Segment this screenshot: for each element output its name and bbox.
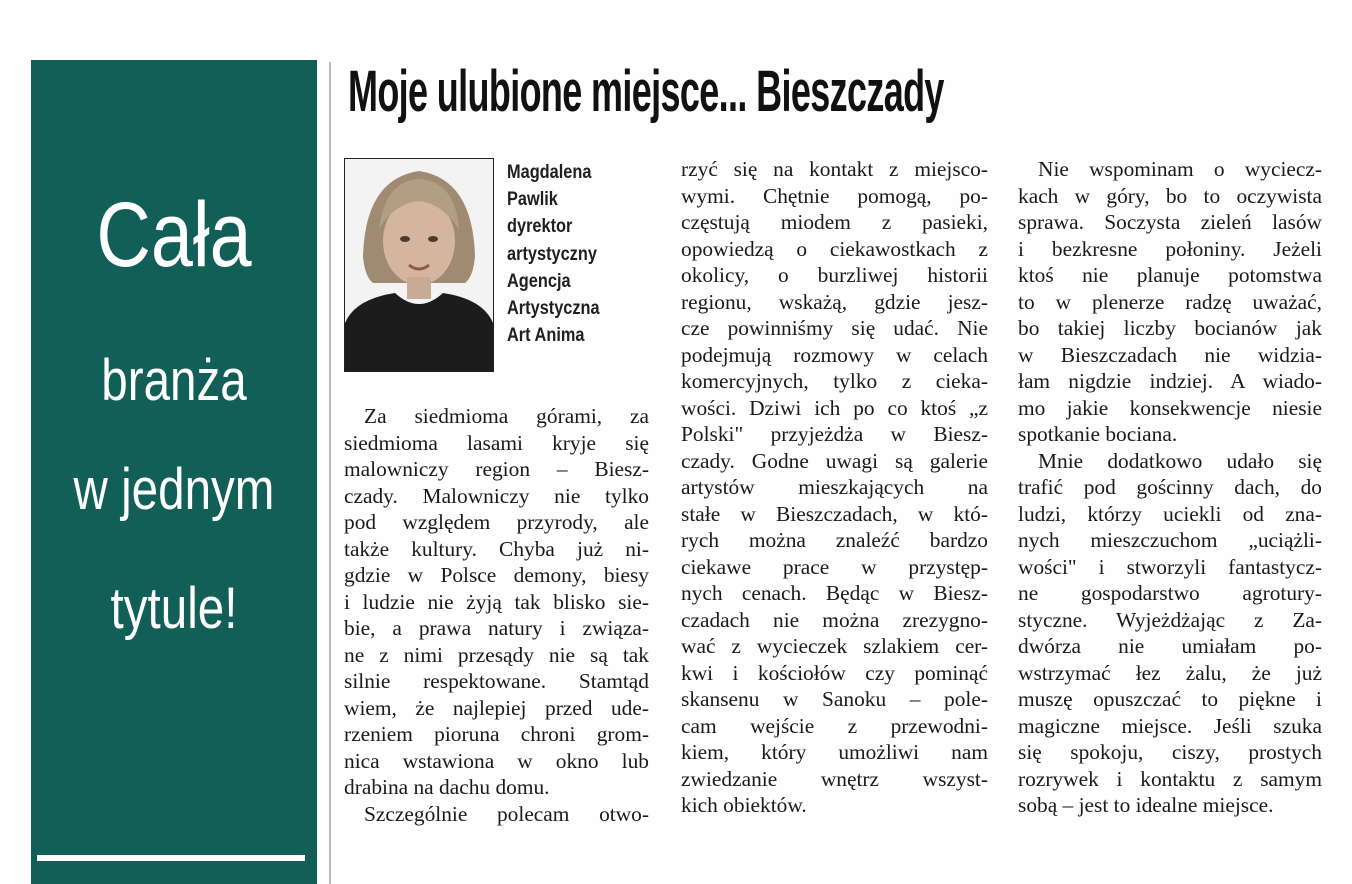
text-line: wości" i stworzyli fantastycz- bbox=[1018, 554, 1322, 579]
text-line: czady. Godne uwagi są galerie bbox=[681, 448, 988, 473]
text-line: czadach nie można zrezygno- bbox=[681, 607, 988, 632]
text-line: ne gospodarstwo agrotury- bbox=[1018, 581, 1322, 605]
text-line: i bezkresne połoniny. Jeżeli bbox=[1018, 236, 1322, 261]
article-column-3 bbox=[1018, 156, 1322, 819]
text-line: się spokoju, ciszy, prostych bbox=[1018, 740, 1322, 764]
text-line: rozrywek i kontaktu z samym bbox=[1018, 766, 1322, 791]
text-line: czady. Malowniczy nie tylko bbox=[344, 483, 649, 508]
text-line: artystów mieszkających na bbox=[681, 475, 988, 499]
byline-line: artystyczny bbox=[507, 243, 597, 265]
text-line: wości. Dziwi ich po co ktoś „z bbox=[681, 395, 988, 420]
article-column-1 bbox=[344, 403, 649, 827]
text-line: także kultury. Chyba już ni- bbox=[344, 536, 649, 561]
text-line: Polski" przyjeżdża w Biesz- bbox=[681, 422, 988, 446]
text-line: nych mieszczuchom „uciążli- bbox=[1018, 528, 1322, 552]
text-line: regionu, wskażą, gdzie jesz- bbox=[681, 289, 988, 314]
text-line: bo takiej liczby bocianów jak bbox=[1018, 316, 1322, 340]
text-line: wać z wycieczek szlakiem cer- bbox=[681, 634, 988, 658]
text-line: Za siedmioma górami, za bbox=[364, 404, 649, 428]
text-line: drabina na dachu domu. bbox=[344, 775, 550, 799]
text-line: kiem, który umożliwi nam bbox=[681, 740, 988, 764]
text-line: ciekawe prace w przystęp- bbox=[681, 554, 988, 579]
text-line: ktoś nie planuje potomstwa bbox=[1018, 263, 1322, 287]
text-line: kich obiektów. bbox=[681, 793, 807, 817]
article-title: Moje ulubione miejsce... Bieszczady bbox=[348, 59, 944, 124]
article-column-2 bbox=[681, 156, 988, 819]
text-line: Szczególnie polecam otwo- bbox=[364, 801, 649, 826]
sidebar-divider bbox=[37, 855, 305, 861]
text-line: styczne. Wyjeżdżając z Za- bbox=[1018, 607, 1322, 632]
text-line: opowiedzą o ciekawostkach z bbox=[681, 236, 988, 261]
text-line: w Bieszczadach nie widzia- bbox=[1018, 342, 1322, 367]
text-line: rzyć się na kontakt z miejsco- bbox=[681, 157, 988, 181]
text-line: stałe w Bieszczadach, w któ- bbox=[681, 501, 988, 526]
text-line: nica wstawiona w okno lub bbox=[344, 748, 649, 773]
text-line: komercyjnych, tylko z cieka- bbox=[681, 369, 988, 393]
sidebar-banner bbox=[31, 60, 317, 884]
text-line: sprawa. Soczysta zieleń lasów bbox=[1018, 210, 1322, 234]
text-line: podejmują rozmowy w celach bbox=[681, 342, 988, 367]
text-line: i ludzie nie żyją tak blisko sie- bbox=[344, 589, 649, 614]
text-line: rych można znaleźć bardzo bbox=[681, 528, 988, 552]
sidebar-line: Cała bbox=[96, 184, 252, 286]
sidebar-line: w jednym bbox=[73, 457, 275, 522]
text-line: sobą – jest to idealne miejsce. bbox=[1018, 793, 1274, 817]
text-line: trafić pod gościnny dach, do bbox=[1018, 475, 1322, 499]
byline-line: dyrektor bbox=[507, 216, 573, 238]
byline-line: Pawlik bbox=[507, 189, 558, 211]
byline-line: Magdalena bbox=[507, 162, 592, 183]
sidebar-line: tytule! bbox=[110, 576, 238, 641]
text-line: rzeniem pioruna chroni grom- bbox=[344, 722, 649, 746]
text-line: zwiedzanie wnętrz wszyst- bbox=[681, 766, 988, 791]
text-line: bie, a prawa natury i związa- bbox=[344, 616, 649, 640]
text-line: ludzi, którzy uciekli od zna- bbox=[1018, 501, 1322, 526]
text-line: dwórza nie umiałam po- bbox=[1018, 634, 1322, 658]
text-line: cam wejście z przewodni- bbox=[681, 713, 988, 738]
byline-line: Agencja bbox=[507, 270, 571, 292]
text-line: siedmioma lasami kryje się bbox=[344, 430, 649, 455]
text-line: malowniczy region – Biesz- bbox=[344, 457, 649, 481]
text-line: Nie wspominam o wyciecz- bbox=[1038, 157, 1322, 181]
text-line: łam nigdzie indziej. A wiado- bbox=[1018, 369, 1322, 393]
author-byline bbox=[507, 159, 600, 349]
text-line: to w plenerze radzę uważać, bbox=[1018, 289, 1322, 314]
text-line: ne z nimi przesądy nie są tak bbox=[344, 642, 649, 667]
text-line: okolicy, o burzliwej historii bbox=[681, 263, 988, 287]
text-line: magiczne miejsce. Jeśli szuka bbox=[1018, 713, 1322, 738]
column-divider bbox=[329, 62, 331, 884]
text-line: pod względem przyrody, ale bbox=[344, 510, 649, 534]
sidebar-line: branża bbox=[101, 348, 247, 413]
byline-line: Art Anima bbox=[507, 325, 585, 347]
text-line: mo jakie konsekwencje niesie bbox=[1018, 395, 1322, 420]
text-line: cze powinniśmy się udać. Nie bbox=[681, 316, 988, 340]
text-line: kach w góry, bo to oczywista bbox=[1018, 183, 1322, 208]
author-photo bbox=[344, 158, 494, 372]
text-line: wiem, że najlepiej przed ude- bbox=[344, 695, 649, 720]
text-line: kwi i kościołów czy pominąć bbox=[681, 660, 988, 685]
text-line: wstrzymać łez żalu, że już bbox=[1018, 660, 1322, 685]
text-line: gdzie w Polsce demony, biesy bbox=[344, 563, 649, 587]
text-line: silnie respektowane. Stamtąd bbox=[344, 669, 649, 693]
text-line: wymi. Chętnie pomogą, po- bbox=[681, 183, 988, 208]
text-line: częstują miodem z pasieki, bbox=[681, 210, 988, 234]
text-line: spotkanie bociana. bbox=[1018, 422, 1178, 446]
text-line: nych cenach. Będąc w Biesz- bbox=[681, 581, 988, 605]
text-line: muszę opuszczać to piękne i bbox=[1018, 687, 1322, 711]
byline-line: Artystyczna bbox=[507, 298, 600, 320]
text-line: skansenu w Sanoku – pole- bbox=[681, 687, 988, 711]
text-line: Mnie dodatkowo udało się bbox=[1038, 448, 1322, 473]
